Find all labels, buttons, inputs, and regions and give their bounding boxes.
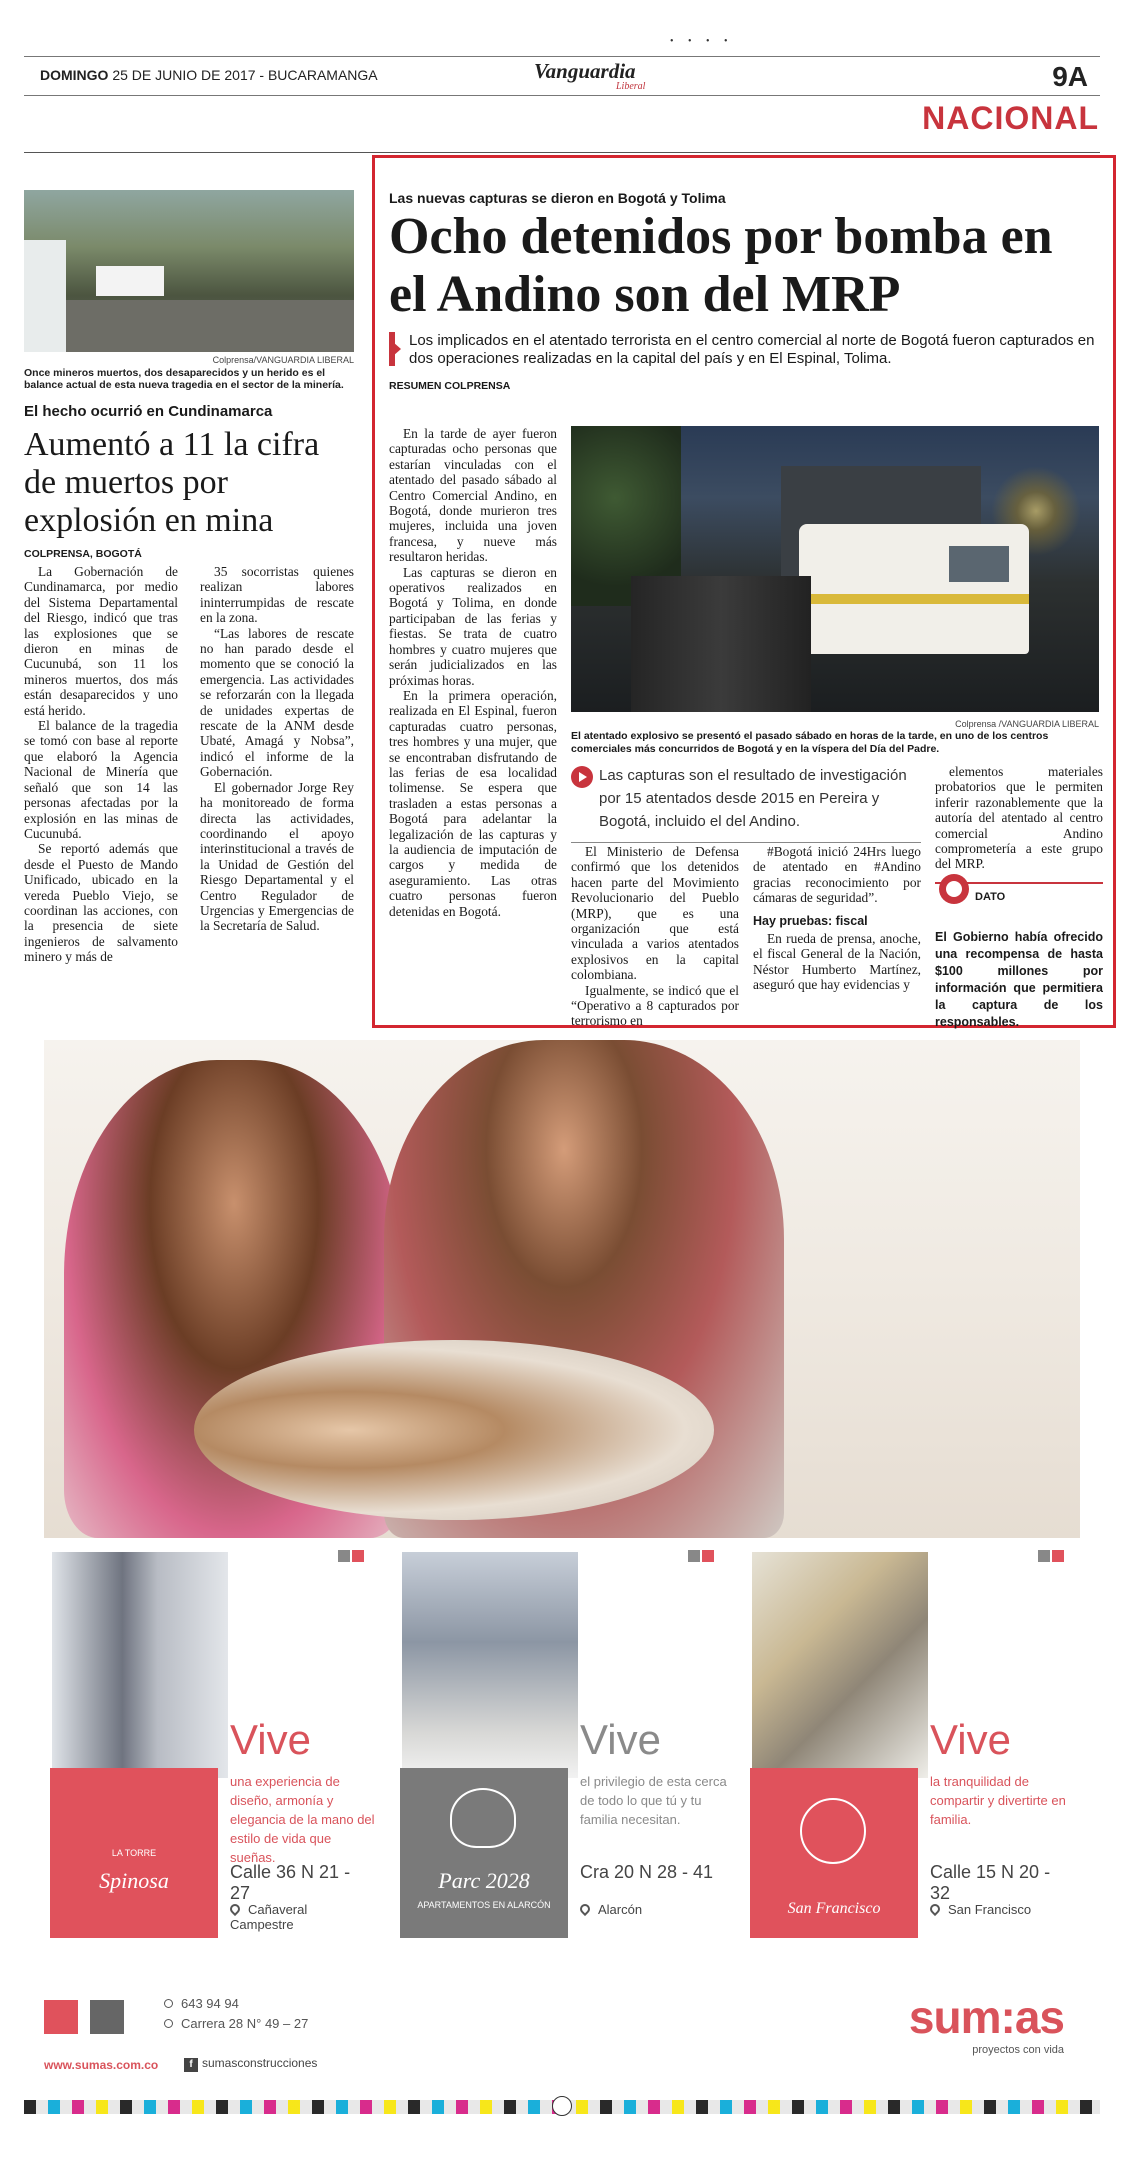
location-pin-icon (578, 1902, 592, 1916)
tree-icon (450, 1788, 516, 1848)
pull-quote (571, 764, 921, 833)
page-header (24, 56, 1100, 96)
project-spinosa[interactable] (44, 1538, 374, 1974)
paragraph: Las capturas se dieron en operativos realizados en Bogotá y Tolima, en donde participaban de las ferias y fiestas. Se trata de cuatro hombres y cuatro mujeres que serán judicializados en las próximas horas. (389, 564, 557, 688)
main-lede (389, 332, 1099, 368)
ambulance-window (949, 546, 1009, 582)
project-tagline: la tranquilidad de compartir y divertirte en familia. (930, 1774, 1066, 1827)
arrow-circle-icon (571, 766, 593, 788)
phone-icon (164, 1999, 173, 2008)
location-text: Alarcón (598, 1902, 643, 1917)
location-text: San Francisco (948, 1902, 1032, 1917)
project-location (930, 1902, 1031, 1917)
main-article (389, 190, 1103, 1030)
photo-ground (24, 300, 354, 352)
photo-credit: Colprensa /VANGUARDIA LIBERAL (955, 719, 1099, 729)
body-column (24, 564, 178, 965)
building-render (402, 1552, 578, 1778)
project-location (580, 1902, 642, 1917)
ad-footer (44, 1976, 1080, 2086)
building-render (752, 1552, 928, 1778)
summary-label: RESUMEN COLPRENSA (389, 380, 511, 392)
photo-credit: Colprensa/VANGUARDIA LIBERAL (212, 355, 354, 365)
project-logo-tile (50, 1768, 218, 1938)
photo-ambulance (799, 524, 1029, 654)
location-text: Cañaveral Campestre (230, 1902, 308, 1932)
paragraph: Se reportó además que desde el Puesto de Mando Unificado, ubicado en la vereda Pueblo Viejo, se coordinan las acciones, con la presencia de siete ingenieros de salvamento minero y más de (24, 841, 178, 965)
body-column (200, 564, 354, 965)
dato-text: El Gobierno había ofrecido una recompensa de hasta $100 millones por información que permitiera la captura de los responsables. (935, 930, 1103, 1030)
left-article (24, 190, 354, 965)
photo-caption: El atentado explosivo se presentó el pasado sábado en horas de la tarde, en uno de los centros comerciales más concurridos de Bogotá y en la víspera del Día del Padre. (571, 730, 1049, 755)
project-address: Cra 20 N 28 - 41 (580, 1862, 714, 1882)
color-square (702, 1550, 714, 1562)
color-square (1052, 1550, 1064, 1562)
pull-quote-text: Las capturas son el resultado de investigación por 15 atentados desde 2015 en Pereira y Bogotá, incluido el del Andino. (599, 767, 907, 830)
registration-mark-icon (552, 2096, 572, 2116)
tile-small-text: LA TORRE (111, 1848, 157, 1858)
project-san-francisco[interactable] (744, 1538, 1074, 1974)
article-byline: COLPRENSA, BOGOTÁ (24, 548, 142, 560)
photo-caption: Once mineros muertos, dos desaparecidos y un herido es el balance actual de esta nueva tragedia en el sector de la minería. (24, 367, 344, 391)
paragraph: El gobernador Jorge Rey ha monitoreado de forma directa las actividades, coordinando el apoyo interinstitucional a través de la Unidad de Gestión del Riesgo Departamental y el Centro Regulador de Urgencias y Emergencias de la Secretaría de Salud. (200, 779, 354, 934)
lede-text: Los implicados en el atentado terrorista en el centro comercial al norte de Bogotá fueron capturados en dos operaciones realizadas en la capital del país y en El Espinal, Tolima. (409, 332, 1095, 367)
paragraph: Igualmente, se indicó que el “Operativo a 8 capturados por terrorismo en (571, 982, 739, 1029)
dato-label: DATO (975, 890, 1006, 903)
header-date (40, 67, 378, 83)
project-tagline: el privilegio de esta cerca de todo lo que tú y tu familia necesitan. (580, 1774, 727, 1827)
building-render (52, 1552, 228, 1778)
section-title: NACIONAL (922, 100, 1099, 136)
location-pin-icon (228, 1902, 242, 1916)
phone-text: 643 94 94 (181, 1996, 239, 2011)
project-address: Calle 15 N 20 - 32 (930, 1862, 1051, 1903)
main-kicker: Las nuevas capturas se dieron en Bogotá y Tolima (389, 190, 726, 206)
header-date-city: 25 DE JUNIO DE 2017 - BUCARAMANGA (112, 67, 378, 83)
paragraph: elementos materiales probatorios que le permiten inferir razonablemente que la autoría del atentado al centro comercial Andino comprometería a este grupo del MRP. (935, 764, 1103, 872)
puzzle-icon (939, 874, 969, 904)
paragraph: La Gobernación de Cundinamarca, por medio del Sistema Departamental del Riesgo, indicó que tras las explosiones que se dieron en minas de Cucunubá, son 11 los mineros muertos, dos más están desaparecidos y uno está herido. (24, 564, 178, 718)
photo-vehicle (96, 266, 164, 296)
body-column (389, 426, 557, 919)
body-column (935, 764, 1103, 1031)
paragraph: En la primera operación, realizada en El Espinal, fueron capturadas cuatro personas, tres hombres y una mujer, que se encontraban disfrutando de las ferias de esa localidad tolimense. Se espera que trasladen a estas personas a Bogotá para adelantar la legalización de las capturas y la audiencia de imputación de cargos y medida de aseguramiento. Las otras cuatro personas fueron detenidas en Bogotá. (389, 687, 557, 919)
facebook-icon: f (184, 2058, 198, 2072)
brand-logo[interactable]: sum:as (908, 1991, 1064, 2043)
photo-crowd (631, 576, 811, 712)
facebook-text: sumasconstrucciones (202, 2056, 318, 2070)
flower-icon (786, 1784, 879, 1877)
project-location (230, 1902, 374, 1932)
lede-arrow-icon (393, 342, 401, 356)
vive-title: Vive (230, 1716, 311, 1763)
project-parc[interactable] (394, 1538, 727, 1974)
location-pin-icon (928, 1902, 942, 1916)
contact-info (164, 1994, 308, 2034)
address-row (164, 2014, 308, 2034)
project-tagline: una experiencia de diseño, armonía y elegancia de la mano del estilo de vida que sueñas. (230, 1774, 375, 1865)
paragraph: “Las labores de rescate no han parado desde el momento que se conoció la emergencia. Las actividades se reforzarán con la llegada de unidades expertas de rescate de la ANM desde Ubaté, Amagá y Nobsa”, indicó el informe de la Gobernación. (200, 625, 354, 780)
facebook-link[interactable] (184, 2056, 317, 2072)
paragraph: #Bogotá inició 24Hrs luego de atentado en #Andino gracias reconocimiento por cámaras de seguridad”. (753, 844, 921, 906)
attack-photo (571, 426, 1099, 712)
paragraph: El Ministerio de Defensa confirmó que los detenidos hacen parte del Movimiento Revolucionario del Pueblo (MRP), que es una organización que está vinculada a varios atentados explosivos en la capital colombiana. (571, 844, 739, 983)
divider (571, 842, 921, 843)
registration-dots: • • • • (670, 36, 734, 47)
dato-box (935, 882, 1103, 1031)
body-column (753, 844, 921, 993)
subheading: Hay pruebas: fiscal (753, 913, 868, 928)
tile-small-text: APARTAMENTOS EN ALARCÓN (417, 1900, 551, 1910)
brand-square (44, 2000, 78, 2034)
location-pin-icon (164, 2019, 173, 2028)
website-link[interactable]: www.sumas.com.co (44, 2058, 159, 2072)
project-address: Calle 36 N 21 - 27 (230, 1862, 351, 1903)
family-photo (44, 1040, 1080, 1538)
project-logo-tile (750, 1768, 918, 1938)
address-text: Carrera 28 N° 49 – 27 (181, 2016, 309, 2031)
mine-photo (24, 190, 354, 352)
paragraph: En rueda de prensa, anoche, el fiscal General de la Nación, Néstor Humberto Martínez, aseguró que hay evidencias y (753, 931, 921, 993)
photo-ambulance (24, 240, 66, 352)
project-logo-tile (400, 1768, 568, 1938)
advertisement[interactable] (44, 1040, 1080, 2090)
brand-tagline: proyectos con vida (972, 2044, 1064, 2056)
newspaper-logo-sub: Liberal (616, 81, 646, 92)
article-headline[interactable]: Aumentó a 11 la cifra de muertos por explosión en mina (24, 426, 320, 539)
header-day: DOMINGO (40, 67, 109, 83)
page-number: 9A (1052, 61, 1088, 92)
tile-name: Spinosa (99, 1868, 169, 1893)
article-kicker: El hecho ocurrió en Cundinamarca (24, 403, 273, 420)
newspaper-logo[interactable]: Vanguardia (534, 59, 636, 83)
color-square (352, 1550, 364, 1562)
vive-title: Vive (930, 1716, 1011, 1763)
divider (24, 152, 1100, 153)
phone-row[interactable] (164, 1994, 308, 2014)
tile-name: San Francisco (787, 1900, 881, 1917)
paragraph: 35 socorristas quienes realizan labores ininterrumpidas de rescate en la zona. (200, 564, 354, 626)
tile-name: Parc 2028 (438, 1868, 530, 1893)
main-article-frame (372, 155, 1116, 1028)
brand-square (90, 2000, 124, 2034)
body-column (571, 844, 739, 1029)
vive-title: Vive (580, 1716, 661, 1763)
ambulance-stripe (799, 594, 1029, 604)
paragraph: El balance de la tragedia se tomó con base al reporte que elaboró la Agencia Nacional de Minería que señaló que son 14 las personas afectadas por la explosión en las minas de Cucunubá. (24, 718, 178, 841)
article-body (24, 564, 354, 965)
paragraph: En la tarde de ayer fueron capturadas ocho personas que estarían vinculadas con el atentado del pasado sábado al Centro Comercial Andino, en Bogotá, donde murieron tres mujeres, incluida una joven francesa, y nueve más resultaron heridas. (389, 426, 557, 565)
photo-child (194, 1340, 714, 1520)
main-headline[interactable]: Ocho detenidos por bomba en el Andino son del MRP (389, 208, 1053, 323)
